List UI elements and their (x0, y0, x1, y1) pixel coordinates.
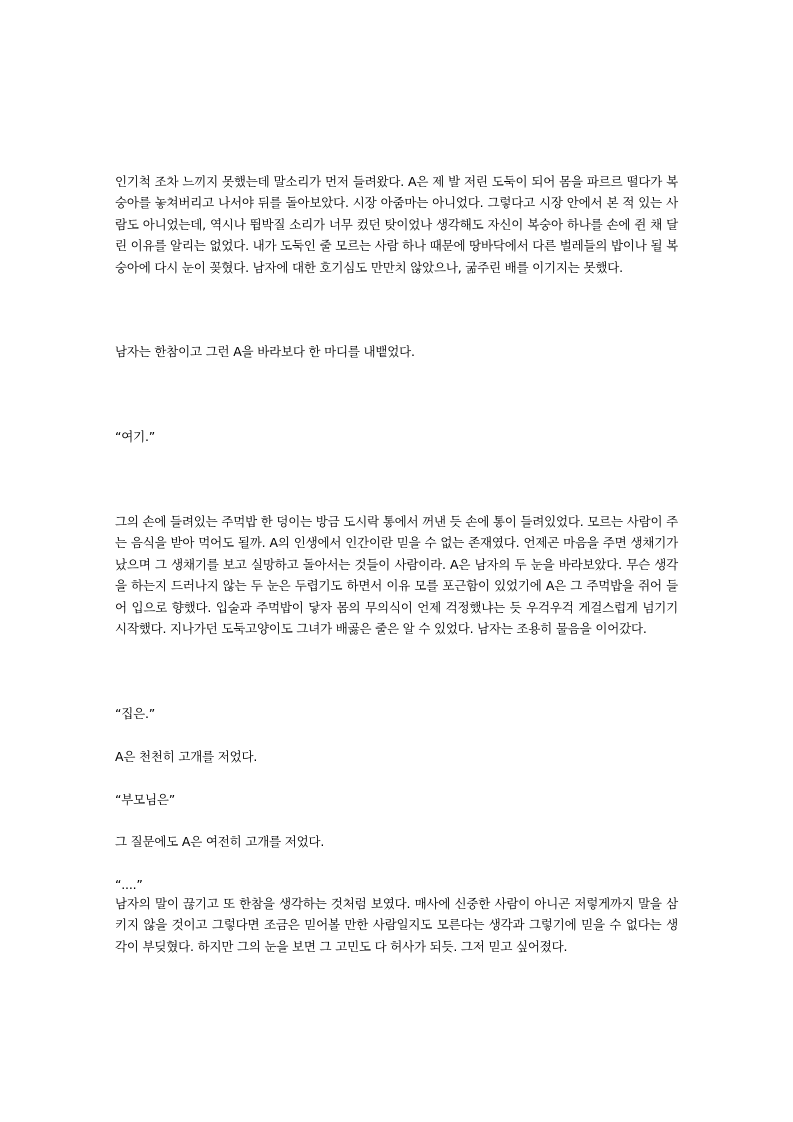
dialogue-here: “여기.” (115, 429, 156, 444)
paragraph-1: 인기척 조차 느끼지 못했는데 말소리가 먼저 들려왔다. A은 제 발 저린 도둑이 되어 몸을 파르르 떨다가 복숭아를 놓쳐버리고 나서야 뒤를 돌아보았다. 시장 아줌마는 아니었다. 그렇다고 시장 안에서 본 적 있는 사람도 아니었는데, 역시나 뜀박질 소리가 너무 컸던 탓이었나 생각해도 자신이 복숭아 하나를 손에 쥔 채 달린 이유를 알리는 없었다. 내가 도둑인 줄 모르는 사람 하나 때문에 땅바닥에서 다른 벌레들의 밥이나 될 복숭아에 다시 눈이 꽂혔다. 남자에 대한 호기심도 만만치 않았으나, 굶주린 배를 이기지는 못했다. (115, 174, 678, 275)
paragraph-4: A은 천천히 고개를 저었다. (115, 749, 258, 764)
paragraph-6: 남자의 말이 끊기고 또 한참을 생각하는 것처럼 보였다. 매사에 신중한 사람이 아니곤 저렇게까지 말을 삼키지 않을 것이고 그렇다면 조금은 믿어볼 만한 사람일지도 모른다는 생각과 그렇기에 믿을 수 없다는 생각이 부딪혔다. 하지만 그의 눈을 보면 그 고민도 다 허사가 되듯. 그저 믿고 싶어졌다. (115, 896, 678, 954)
paragraph-5: 그 질문에도 A은 여전히 고개를 저었다. (115, 834, 325, 849)
dialogue-parents: “부모님은” (115, 792, 176, 807)
paragraph-3: 그의 손에 들려있는 주먹밥 한 덩이는 방금 도시락 통에서 꺼낸 듯 손에 통이 들려있었다. 모르는 사람이 주는 음식을 받아 먹어도 될까. A의 인생에서 인간이란 믿을 수 없는 존재였다. 언제곤 마음을 주면 생채기가 났으며 그 생채기를 보고 실망하고 돌아서는 것들이 사람이라. A은 남자의 두 눈을 바라보았다. 무슨 생각을 하는지 드러나지 않는 두 눈은 두렵기도 하면서 이유 모를 포근함이 있었기에 A은 그 주먹밥을 쥐어 들어 입으로 향했다. 입술과 주먹밥이 닿자 몸의 무의식이 언제 걱정했냐는 듯 우걱우걱 게걸스럽게 넘기기 시작했다. 지나가던 도둑고양이도 그녀가 배곯은 줄은 알 수 있었다. 남자는 조용히 물음을 이어갔다. (115, 514, 678, 637)
paragraph-2: 남자는 한참이고 그런 A을 바라보다 한 마디를 내뱉었다. (115, 344, 415, 359)
dialogue-silence: “....” (115, 877, 143, 892)
dialogue-home: “집은.” (115, 706, 156, 721)
